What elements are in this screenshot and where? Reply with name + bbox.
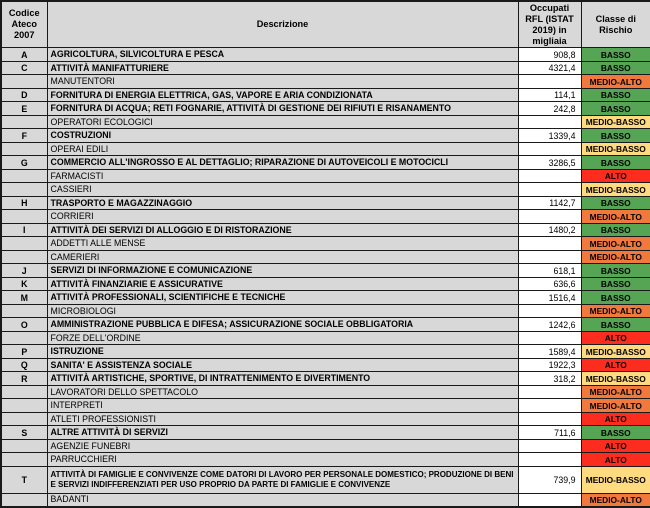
risk-class-cell: BASSO [581,196,650,210]
code-cell [1,399,47,413]
code-cell: P [1,345,47,359]
code-cell [1,304,47,318]
code-cell [1,237,47,251]
code-cell: R [1,372,47,386]
code-cell: J [1,264,47,278]
table-row [1,156,650,170]
table-row [1,183,650,197]
code-cell: O [1,318,47,332]
risk-class-cell: BASSO [581,61,650,75]
table-row [1,61,650,75]
risk-class-cell: BASSO [581,129,650,143]
description-cell: SANITA' E ASSISTENZA SOCIALE [47,358,518,372]
occupati-cell: 711,6 [518,426,581,440]
table-row [1,493,650,507]
table-row [1,223,650,237]
risk-class-cell: BASSO [581,291,650,305]
header-descrizione: Descrizione [47,1,518,48]
code-cell: H [1,196,47,210]
occupati-cell: 1142,7 [518,196,581,210]
risk-class-cell: MEDIO-ALTO [581,237,650,251]
code-cell [1,385,47,399]
code-cell: T [1,466,47,493]
occupati-cell: 636,6 [518,277,581,291]
table-row [1,142,650,156]
risk-class-cell: MEDIO-ALTO [581,250,650,264]
description-cell: ATTIVITÀ DI FAMIGLIE E CONVIVENZE COME DATORI DI LAVORO PER PERSONALE DOMESTICO; PRODUZIONE DI BENI E SERVIZI INDIFFERENZIATI PER USO PROPRIO DA PARTE DI FAMIGLIE E CONVIVENZE [47,466,518,493]
risk-class-cell: BASSO [581,277,650,291]
table-row [1,264,650,278]
code-cell: S [1,426,47,440]
occupati-cell: 739,9 [518,466,581,493]
risk-class-cell: MEDIO-ALTO [581,210,650,224]
code-cell [1,493,47,507]
table-row [1,88,650,102]
risk-class-cell: MEDIO-BASSO [581,345,650,359]
occupati-cell: 1922,3 [518,358,581,372]
description-cell: TRASPORTO E MAGAZZINAGGIO [47,196,518,210]
table-row [1,169,650,183]
risk-class-cell: ALTO [581,412,650,426]
code-cell [1,439,47,453]
code-cell: M [1,291,47,305]
occupati-cell: 1589,4 [518,345,581,359]
code-cell [1,412,47,426]
description-cell: CAMERIERI [47,250,518,264]
occupati-cell: 1516,4 [518,291,581,305]
code-cell: E [1,102,47,116]
risk-class-cell: BASSO [581,88,650,102]
occupati-cell: 618,1 [518,264,581,278]
occupati-cell [518,210,581,224]
code-cell: A [1,48,47,62]
risk-class-cell: MEDIO-BASSO [581,183,650,197]
table-row [1,196,650,210]
table-row [1,331,650,345]
table-row [1,358,650,372]
risk-class-cell: MEDIO-ALTO [581,493,650,507]
occupati-cell: 242,8 [518,102,581,116]
description-cell: FARMACISTI [47,169,518,183]
code-cell [1,115,47,129]
table-row [1,439,650,453]
occupati-cell: 318,2 [518,372,581,386]
code-cell: I [1,223,47,237]
risk-class-cell: MEDIO-ALTO [581,399,650,413]
header-codice-ateco: Codice Ateco 2007 [1,1,47,48]
table-row [1,210,650,224]
occupati-cell [518,412,581,426]
code-cell: Q [1,358,47,372]
table-row [1,75,650,89]
table-row [1,466,650,493]
table-row [1,129,650,143]
risk-class-cell: ALTO [581,439,650,453]
description-cell: FORZE DELL'ORDINE [47,331,518,345]
table-row [1,237,650,251]
description-cell: ADDETTI ALLE MENSE [47,237,518,251]
risk-class-cell: BASSO [581,223,650,237]
description-cell: AGRICOLTURA, SILVICOLTURA E PESCA [47,48,518,62]
table-row [1,277,650,291]
risk-class-cell: ALTO [581,331,650,345]
description-cell: ATTIVITÀ FINANZIARIE E ASSICURATIVE [47,277,518,291]
description-cell: ATTIVITÀ ARTISTICHE, SPORTIVE, DI INTRATTENIMENTO E DIVERTIMENTO [47,372,518,386]
table-row [1,304,650,318]
description-cell: BADANTI [47,493,518,507]
occupati-cell [518,75,581,89]
code-cell [1,183,47,197]
description-cell: OPERAI EDILI [47,142,518,156]
occupati-cell [518,183,581,197]
risk-class-cell: BASSO [581,264,650,278]
code-cell [1,250,47,264]
occupati-cell [518,439,581,453]
code-cell [1,453,47,467]
occupati-cell [518,304,581,318]
description-cell: ATTIVITÀ PROFESSIONALI, SCIENTIFICHE E TECNICHE [47,291,518,305]
occupati-cell: 908,8 [518,48,581,62]
description-cell: ATLETI PROFESSIONISTI [47,412,518,426]
description-cell: LAVORATORI DELLO SPETTACOLO [47,385,518,399]
description-cell: ATTIVITÀ DEI SERVIZI DI ALLOGGIO E DI RISTORAZIONE [47,223,518,237]
occupati-cell: 1339,4 [518,129,581,143]
description-cell: OPERATORI ECOLOGICI [47,115,518,129]
description-cell: SERVIZI DI INFORMAZIONE E COMUNICAZIONE [47,264,518,278]
code-cell: F [1,129,47,143]
occupati-cell: 3286,5 [518,156,581,170]
risk-class-cell: BASSO [581,48,650,62]
occupati-cell [518,115,581,129]
table-row [1,372,650,386]
occupati-cell [518,142,581,156]
occupati-cell [518,385,581,399]
description-cell: ALTRE ATTIVITÀ DI SERVIZI [47,426,518,440]
description-cell: COSTRUZIONI [47,129,518,143]
code-cell [1,331,47,345]
table-body [1,48,650,507]
description-cell: FORNITURA DI ACQUA; RETI FOGNARIE, ATTIVITÀ DI GESTIONE DEI RIFIUTI E RISANAMENTO [47,102,518,116]
code-cell [1,75,47,89]
code-cell [1,142,47,156]
description-cell: MANUTENTORI [47,75,518,89]
code-cell: C [1,61,47,75]
occupati-cell: 1480,2 [518,223,581,237]
risk-class-cell: BASSO [581,426,650,440]
occupati-cell [518,169,581,183]
description-cell: CORRIERI [47,210,518,224]
header-occupati-rfl: Occupati RFL (ISTAT 2019) in migliaia [518,1,581,48]
code-cell [1,169,47,183]
description-cell: AGENZIE FUNEBRI [47,439,518,453]
risk-class-cell: MEDIO-BASSO [581,372,650,386]
description-cell: ISTRUZIONE [47,345,518,359]
table-row [1,115,650,129]
table-row [1,412,650,426]
table-row [1,250,650,264]
risk-class-cell: MEDIO-BASSO [581,142,650,156]
description-cell: INTERPRETI [47,399,518,413]
table-row [1,385,650,399]
description-cell: ATTIVITÀ MANIFATTURIERE [47,61,518,75]
description-cell: PARRUCCHIERI [47,453,518,467]
risk-class-cell: MEDIO-ALTO [581,304,650,318]
header-classe-rischio: Classe di Rischio [581,1,650,48]
table-header [1,1,650,48]
description-cell: COMMERCIO ALL'INGROSSO E AL DETTAGLIO; RIPARAZIONE DI AUTOVEICOLI E MOTOCICLI [47,156,518,170]
table-row [1,102,650,116]
occupati-cell [518,399,581,413]
risk-class-cell: MEDIO-ALTO [581,75,650,89]
occupati-cell [518,453,581,467]
risk-class-cell: ALTO [581,453,650,467]
table-row [1,291,650,305]
table-row [1,453,650,467]
table-row [1,345,650,359]
risk-class-cell: BASSO [581,156,650,170]
occupati-cell: 114,1 [518,88,581,102]
header-row [1,1,650,48]
description-cell: MICROBIOLOGI [47,304,518,318]
risk-class-cell: BASSO [581,318,650,332]
table-row [1,318,650,332]
table-row [1,426,650,440]
occupati-cell [518,493,581,507]
description-cell: AMMINISTRAZIONE PUBBLICA E DIFESA; ASSICURAZIONE SOCIALE OBBLIGATORIA [47,318,518,332]
risk-class-cell: MEDIO-ALTO [581,385,650,399]
code-cell: D [1,88,47,102]
code-cell [1,210,47,224]
code-cell: K [1,277,47,291]
code-cell: G [1,156,47,170]
risk-class-cell: BASSO [581,102,650,116]
risk-class-cell: ALTO [581,358,650,372]
occupati-cell: 1242,6 [518,318,581,332]
occupati-cell [518,237,581,251]
occupati-cell [518,331,581,345]
table-row [1,48,650,62]
table-row [1,399,650,413]
risk-class-cell: ALTO [581,169,650,183]
occupati-cell: 4321,4 [518,61,581,75]
description-cell: CASSIERI [47,183,518,197]
description-cell: FORNITURA DI ENERGIA ELETTRICA, GAS, VAPORE E ARIA CONDIZIONATA [47,88,518,102]
risk-class-cell: MEDIO-BASSO [581,115,650,129]
risk-class-cell: MEDIO-BASSO [581,466,650,493]
occupati-cell [518,250,581,264]
